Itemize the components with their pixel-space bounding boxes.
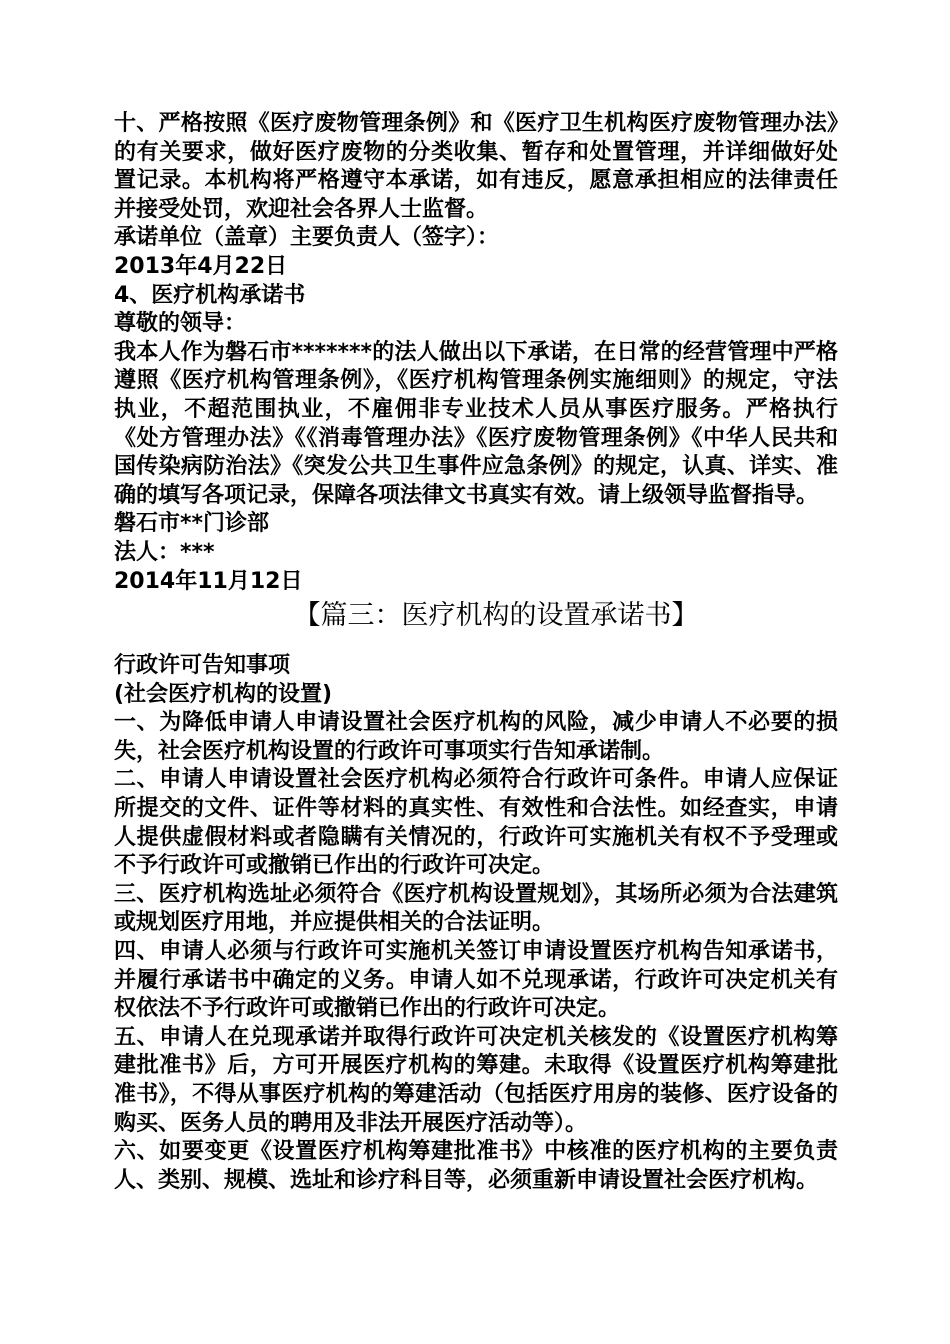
notice-item-1: 一、为降低申请人申请设置社会医疗机构的风险，减少申请人不必要的损失，社会医疗机构设置的行政许可事项实行告知承诺制。 (114, 710, 838, 764)
notice-item-5: 五、申请人在兑现承诺并取得行政许可决定机关核发的《设置医疗机构筹建批准书》后，方可开展医疗机构的筹建。未取得《设置医疗机构筹建批准书》，不得从事医疗机构的筹建活动（包括医疗用房的装修、医疗设备的购买、医务人员的聘用及非法开展医疗活动等）。 (114, 1024, 838, 1136)
salutation: 尊敬的领导： (114, 311, 247, 337)
section-4-title: 4、医疗机构承诺书 (114, 282, 306, 308)
commitment-body: 我本人作为磐石市*******的法人做出以下承诺，在日常的经营管理中严格遵照《医疗机构管理条例》，《医疗机构管理条例实施细则》的规定，守法执业，不超范围执业，不雇佣非专业技术人员从事医疗服务。严格执行《处方管理办法》《《消毒管理办法》《医疗废物管理条例》《中华人民共和国传染病防治法》《突发公共卫生事件应急条例》的规定，认真、详实、准确的填写各项记录，保障各项法律文书真实有效。请上级领导监督指导。 (114, 339, 838, 508)
notice-item-6: 六、如要变更《设置医疗机构筹建批准书》中核准的医疗机构的主要负责人、类别、规模、选址和诊疗科目等，必须重新申请设置社会医疗机构。 (114, 1139, 838, 1193)
clinic-name: 磐石市**门诊部 (114, 511, 270, 537)
notice-item-3: 三、医疗机构选址必须符合《医疗机构设置规划》，其场所必须为合法建筑或规划医疗用地，并应提供相关的合法证明。 (114, 881, 838, 936)
date-2014: 2014年11月12日 (114, 568, 303, 594)
chapter-heading: 【篇三：医疗机构的设置承诺书】 (293, 600, 699, 632)
paragraph-item-10: 十、严格按照《医疗废物管理条例》和《医疗卫生机构医疗废物管理办法》的有关要求，做好医疗废物的分类收集、暂存和处置管理，并详细做好处置记录。本机构将严格遵守本承诺，如有违反，愿意承担相应的法律责任并接受处罚，欢迎社会各界人士监督。 (114, 111, 838, 222)
notice-title: 行政许可告知事项 (114, 653, 291, 679)
notice-item-4: 四、申请人必须与行政许可实施机关签订申请设置医疗机构告知承诺书，并履行承诺书中确定的义务。申请人如不兑现承诺，行政许可决定机关有权依法不予行政许可或撤销已作出的行政许可决定。 (114, 939, 838, 1022)
date-2013: 2013年4月22日 (114, 253, 288, 279)
signature-line: 承诺单位（盖章）主要负责人（签字）： (114, 225, 500, 251)
document-body (114, 110, 838, 1195)
legal-person: 法人：*** (114, 539, 215, 565)
notice-subtitle: (社会医疗机构的设置) (114, 681, 333, 707)
notice-item-2: 二、申请人申请设置社会医疗机构必须符合行政许可条件。申请人应保证所提交的文件、证件等材料的真实性、有效性和合法性。如经查实，申请人提供虚假材料或者隐瞒有关情况的，行政许可实施机关有权不予受理或不予行政许可或撤销已作出的行政许可决定。 (114, 767, 838, 879)
